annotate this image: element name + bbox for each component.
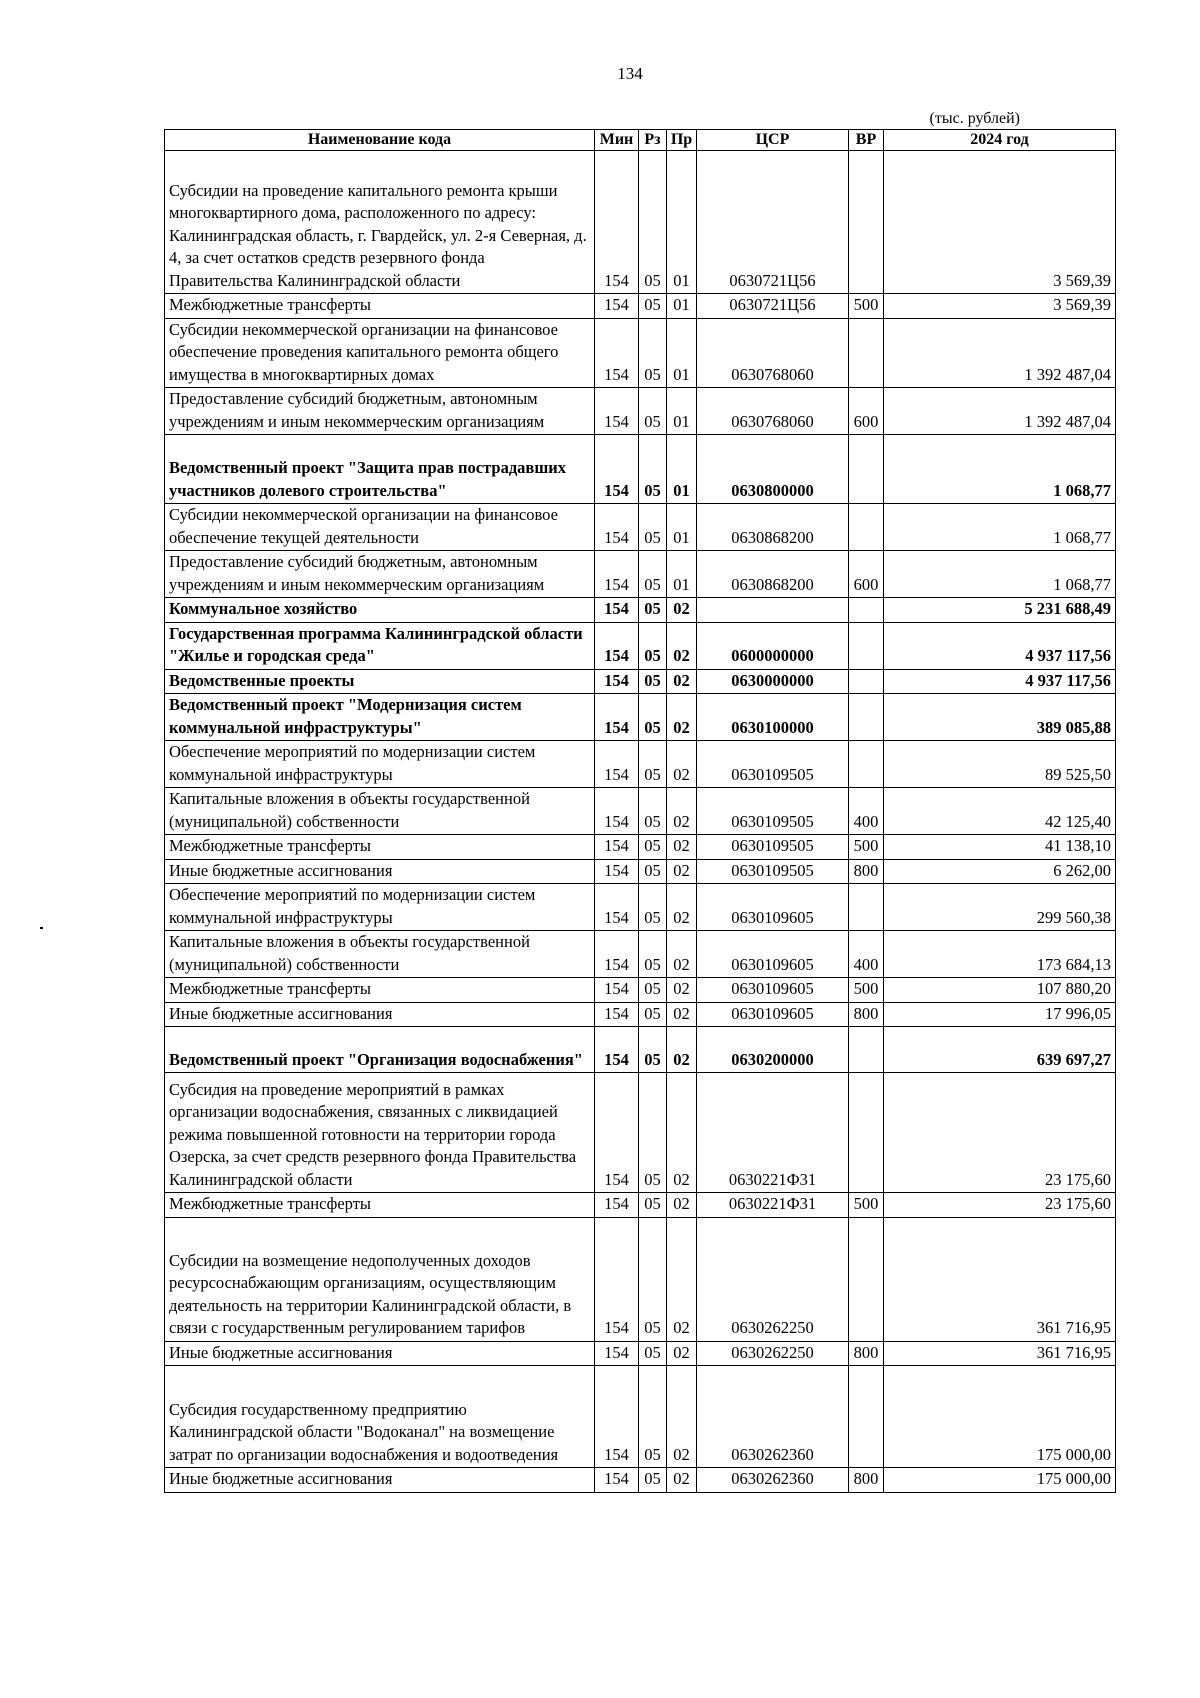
cell-name: Ведомственный проект "Защита прав пострадавших участников долевого строительства" — [165, 435, 595, 504]
cell-name: Субсидия государственному предприятию Калининградской области "Водоканал" на возмещение затрат по организации водоснабжения и водоотведения — [165, 1366, 595, 1468]
cell-pr: 02 — [667, 859, 697, 884]
cell-name: Межбюджетные трансферты — [165, 1193, 595, 1218]
cell-csr: 0630200000 — [697, 1027, 849, 1073]
cell-name: Иные бюджетные ассигнования — [165, 1002, 595, 1027]
cell-vr — [849, 622, 884, 669]
cell-vr — [849, 741, 884, 788]
cell-pr: 02 — [667, 694, 697, 741]
cell-csr: 0630768060 — [697, 318, 849, 388]
cell-vr: 600 — [849, 388, 884, 435]
cell-csr: 0630868200 — [697, 504, 849, 551]
header-pr: Пр — [667, 130, 697, 151]
cell-rz: 05 — [639, 694, 667, 741]
cell-pr: 01 — [667, 435, 697, 504]
cell-min: 154 — [595, 388, 639, 435]
cell-min: 154 — [595, 151, 639, 294]
cell-name: Ведомственный проект "Модернизация систем коммунальной инфраструктуры" — [165, 694, 595, 741]
cell-vr — [849, 694, 884, 741]
cell-csr: 0630109505 — [697, 788, 849, 835]
table-row — [165, 294, 1116, 319]
cell-amount: 299 560,38 — [884, 884, 1116, 931]
cell-csr: 0630109505 — [697, 741, 849, 788]
cell-csr: 0600000000 — [697, 622, 849, 669]
cell-vr: 600 — [849, 551, 884, 598]
cell-min: 154 — [595, 788, 639, 835]
cell-pr: 01 — [667, 318, 697, 388]
cell-min: 154 — [595, 1217, 639, 1341]
header-name: Наименование кода — [165, 130, 595, 151]
page-number: 134 — [617, 64, 643, 83]
cell-name: Иные бюджетные ассигнования — [165, 859, 595, 884]
cell-vr: 500 — [849, 294, 884, 319]
cell-csr: 0630109605 — [697, 884, 849, 931]
cell-vr: 500 — [849, 1193, 884, 1218]
cell-rz: 05 — [639, 1366, 667, 1468]
cell-amount: 4 937 117,56 — [884, 622, 1116, 669]
cell-vr: 800 — [849, 1468, 884, 1493]
cell-rz: 05 — [639, 622, 667, 669]
cell-min: 154 — [595, 1366, 639, 1468]
cell-csr: 0630109505 — [697, 835, 849, 860]
cell-min: 154 — [595, 318, 639, 388]
table-row — [165, 978, 1116, 1003]
units-label: (тыс. рублей) — [929, 110, 1020, 127]
cell-pr: 02 — [667, 1027, 697, 1073]
cell-pr: 01 — [667, 504, 697, 551]
cell-min: 154 — [595, 835, 639, 860]
cell-pr: 02 — [667, 978, 697, 1003]
cell-csr: 0630109605 — [697, 931, 849, 978]
cell-rz: 05 — [639, 151, 667, 294]
cell-amount: 361 716,95 — [884, 1217, 1116, 1341]
cell-amount: 6 262,00 — [884, 859, 1116, 884]
cell-pr: 02 — [667, 1468, 697, 1493]
cell-min: 154 — [595, 741, 639, 788]
cell-min: 154 — [595, 931, 639, 978]
cell-pr: 01 — [667, 551, 697, 598]
cell-amount: 89 525,50 — [884, 741, 1116, 788]
cell-rz: 05 — [639, 294, 667, 319]
cell-min: 154 — [595, 1073, 639, 1193]
cell-rz: 05 — [639, 1027, 667, 1073]
header-rz: Рз — [639, 130, 667, 151]
cell-min: 154 — [595, 669, 639, 694]
cell-csr: 0630109605 — [697, 978, 849, 1003]
cell-min: 154 — [595, 859, 639, 884]
cell-vr — [849, 598, 884, 623]
cell-min: 154 — [595, 1027, 639, 1073]
cell-amount: 1 068,77 — [884, 435, 1116, 504]
cell-vr — [849, 435, 884, 504]
table-row — [165, 884, 1116, 931]
cell-csr — [697, 598, 849, 623]
cell-vr — [849, 669, 884, 694]
cell-amount: 175 000,00 — [884, 1366, 1116, 1468]
cell-min: 154 — [595, 598, 639, 623]
cell-csr: 0630768060 — [697, 388, 849, 435]
cell-csr: 0630100000 — [697, 694, 849, 741]
cell-rz: 05 — [639, 931, 667, 978]
cell-amount: 639 697,27 — [884, 1027, 1116, 1073]
table-row — [165, 598, 1116, 623]
cell-amount: 5 231 688,49 — [884, 598, 1116, 623]
cell-name: Субсидии на возмещение недополученных доходов ресурсоснабжающим организациям, осуществляющим деятельность на территории Калининградской области, в связи с государственным регулированием тарифов — [165, 1217, 595, 1341]
cell-csr: 0630868200 — [697, 551, 849, 598]
table-row — [165, 741, 1116, 788]
table-row — [165, 1193, 1116, 1218]
cell-rz: 05 — [639, 859, 667, 884]
cell-amount: 173 684,13 — [884, 931, 1116, 978]
cell-name: Обеспечение мероприятий по модернизации систем коммунальной инфраструктуры — [165, 884, 595, 931]
cell-pr: 01 — [667, 294, 697, 319]
cell-rz: 05 — [639, 669, 667, 694]
cell-name: Предоставление субсидий бюджетным, автономным учреждениям и иным некоммерческим организациям — [165, 551, 595, 598]
cell-name: Субсидия на проведение мероприятий в рамках организации водоснабжения, связанных с ликвидацией режима повышенной готовности на территории города Озерска, за счет средств резервного фонда Правительства Калининградской области — [165, 1073, 595, 1193]
table-row — [165, 1217, 1116, 1341]
cell-min: 154 — [595, 694, 639, 741]
cell-pr: 02 — [667, 884, 697, 931]
cell-min: 154 — [595, 1341, 639, 1366]
cell-pr: 02 — [667, 788, 697, 835]
cell-min: 154 — [595, 435, 639, 504]
cell-pr: 02 — [667, 931, 697, 978]
cell-amount: 23 175,60 — [884, 1073, 1116, 1193]
table-row — [165, 504, 1116, 551]
cell-name: Субсидии некоммерческой организации на финансовое обеспечение проведения капитального ремонта общего имущества в многоквартирных домах — [165, 318, 595, 388]
table-row — [165, 1341, 1116, 1366]
cell-rz: 05 — [639, 598, 667, 623]
cell-name: Обеспечение мероприятий по модернизации систем коммунальной инфраструктуры — [165, 741, 595, 788]
cell-pr: 02 — [667, 1193, 697, 1218]
cell-csr: 0630109505 — [697, 859, 849, 884]
cell-csr: 0630262360 — [697, 1366, 849, 1468]
cell-vr: 800 — [849, 1002, 884, 1027]
cell-pr: 02 — [667, 669, 697, 694]
table-row — [165, 1468, 1116, 1493]
cell-vr: 500 — [849, 835, 884, 860]
cell-rz: 05 — [639, 1468, 667, 1493]
cell-name: Капитальные вложения в объекты государственной (муниципальной) собственности — [165, 788, 595, 835]
cell-amount: 1 392 487,04 — [884, 388, 1116, 435]
cell-rz: 05 — [639, 788, 667, 835]
cell-vr: 500 — [849, 978, 884, 1003]
cell-csr: 0630109605 — [697, 1002, 849, 1027]
cell-min: 154 — [595, 294, 639, 319]
cell-vr: 400 — [849, 788, 884, 835]
cell-pr: 02 — [667, 1002, 697, 1027]
cell-pr: 02 — [667, 598, 697, 623]
cell-pr: 02 — [667, 835, 697, 860]
cell-rz: 05 — [639, 388, 667, 435]
cell-csr: 0630262250 — [697, 1341, 849, 1366]
table-row — [165, 388, 1116, 435]
cell-amount: 175 000,00 — [884, 1468, 1116, 1493]
table-row — [165, 622, 1116, 669]
cell-pr: 02 — [667, 1366, 697, 1468]
cell-vr — [849, 151, 884, 294]
table-row — [165, 1366, 1116, 1468]
cell-csr: 0630800000 — [697, 435, 849, 504]
cell-pr: 01 — [667, 151, 697, 294]
cell-csr: 0630262250 — [697, 1217, 849, 1341]
cell-amount: 1 068,77 — [884, 551, 1116, 598]
table-row — [165, 1002, 1116, 1027]
cell-min: 154 — [595, 504, 639, 551]
cell-name: Капитальные вложения в объекты государственной (муниципальной) собственности — [165, 931, 595, 978]
cell-amount: 107 880,20 — [884, 978, 1116, 1003]
cell-amount: 3 569,39 — [884, 151, 1116, 294]
cell-vr — [849, 1366, 884, 1468]
cell-vr — [849, 318, 884, 388]
table-row — [165, 551, 1116, 598]
cell-vr — [849, 1073, 884, 1193]
table-body — [165, 151, 1116, 1493]
cell-amount: 389 085,88 — [884, 694, 1116, 741]
scan-speck — [40, 927, 43, 929]
cell-vr — [849, 504, 884, 551]
table-header-row — [165, 130, 1116, 151]
cell-csr: 0630721Ц56 — [697, 294, 849, 319]
cell-pr: 02 — [667, 1073, 697, 1193]
header-csr: ЦСР — [697, 130, 849, 151]
cell-name: Субсидии на проведение капитального ремонта крыши многоквартирного дома, расположенного по адресу: Калининградская область, г. Гвардейск, ул. 2-я Северная, д. 4, за счет остатков средств резервного фонда Правительства Калининградской области — [165, 151, 595, 294]
table-row — [165, 669, 1116, 694]
cell-min: 154 — [595, 551, 639, 598]
cell-min: 154 — [595, 884, 639, 931]
cell-name: Государственная программа Калининградской области "Жилье и городская среда" — [165, 622, 595, 669]
cell-csr: 0630221Ф31 — [697, 1073, 849, 1193]
cell-csr: 0630262360 — [697, 1468, 849, 1493]
table-row — [165, 694, 1116, 741]
cell-amount: 23 175,60 — [884, 1193, 1116, 1218]
header-vr: ВР — [849, 130, 884, 151]
cell-name: Ведомственный проект "Организация водоснабжения" — [165, 1027, 595, 1073]
cell-rz: 05 — [639, 741, 667, 788]
cell-pr: 02 — [667, 1217, 697, 1341]
cell-name: Иные бюджетные ассигнования — [165, 1468, 595, 1493]
cell-min: 154 — [595, 978, 639, 1003]
cell-csr: 0630221Ф31 — [697, 1193, 849, 1218]
cell-min: 154 — [595, 1002, 639, 1027]
budget-table — [164, 129, 1116, 1493]
cell-name: Предоставление субсидий бюджетным, автономным учреждениям и иным некоммерческим организациям — [165, 388, 595, 435]
cell-amount: 41 138,10 — [884, 835, 1116, 860]
cell-rz: 05 — [639, 884, 667, 931]
table-row — [165, 788, 1116, 835]
cell-pr: 02 — [667, 622, 697, 669]
table-row — [165, 1073, 1116, 1193]
cell-pr: 02 — [667, 1341, 697, 1366]
cell-amount: 3 569,39 — [884, 294, 1116, 319]
header-min: Мин — [595, 130, 639, 151]
cell-rz: 05 — [639, 1193, 667, 1218]
table-row — [165, 435, 1116, 504]
cell-rz: 05 — [639, 504, 667, 551]
cell-pr: 01 — [667, 388, 697, 435]
cell-rz: 05 — [639, 1217, 667, 1341]
cell-name: Коммунальное хозяйство — [165, 598, 595, 623]
cell-amount: 17 996,05 — [884, 1002, 1116, 1027]
cell-rz: 05 — [639, 1073, 667, 1193]
cell-min: 154 — [595, 622, 639, 669]
table-row — [165, 835, 1116, 860]
cell-min: 154 — [595, 1193, 639, 1218]
cell-rz: 05 — [639, 435, 667, 504]
cell-name: Ведомственные проекты — [165, 669, 595, 694]
cell-amount: 42 125,40 — [884, 788, 1116, 835]
header-year: 2024 год — [884, 130, 1116, 151]
cell-amount: 1 392 487,04 — [884, 318, 1116, 388]
cell-vr: 400 — [849, 931, 884, 978]
cell-csr: 0630721Ц56 — [697, 151, 849, 294]
table-row — [165, 859, 1116, 884]
cell-rz: 05 — [639, 1341, 667, 1366]
cell-rz: 05 — [639, 1002, 667, 1027]
cell-min: 154 — [595, 1468, 639, 1493]
table-row — [165, 318, 1116, 388]
cell-rz: 05 — [639, 835, 667, 860]
table-row — [165, 1027, 1116, 1073]
cell-rz: 05 — [639, 318, 667, 388]
cell-name: Иные бюджетные ассигнования — [165, 1341, 595, 1366]
cell-vr — [849, 1027, 884, 1073]
cell-name: Межбюджетные трансферты — [165, 294, 595, 319]
cell-vr: 800 — [849, 1341, 884, 1366]
table-row — [165, 931, 1116, 978]
cell-pr: 02 — [667, 741, 697, 788]
cell-amount: 4 937 117,56 — [884, 669, 1116, 694]
cell-name: Субсидии некоммерческой организации на финансовое обеспечение текущей деятельности — [165, 504, 595, 551]
cell-vr — [849, 1217, 884, 1341]
cell-vr — [849, 884, 884, 931]
cell-vr: 800 — [849, 859, 884, 884]
cell-amount: 1 068,77 — [884, 504, 1116, 551]
cell-rz: 05 — [639, 551, 667, 598]
cell-amount: 361 716,95 — [884, 1341, 1116, 1366]
cell-rz: 05 — [639, 978, 667, 1003]
table-row — [165, 151, 1116, 294]
cell-name: Межбюджетные трансферты — [165, 978, 595, 1003]
cell-csr: 0630000000 — [697, 669, 849, 694]
cell-name: Межбюджетные трансферты — [165, 835, 595, 860]
